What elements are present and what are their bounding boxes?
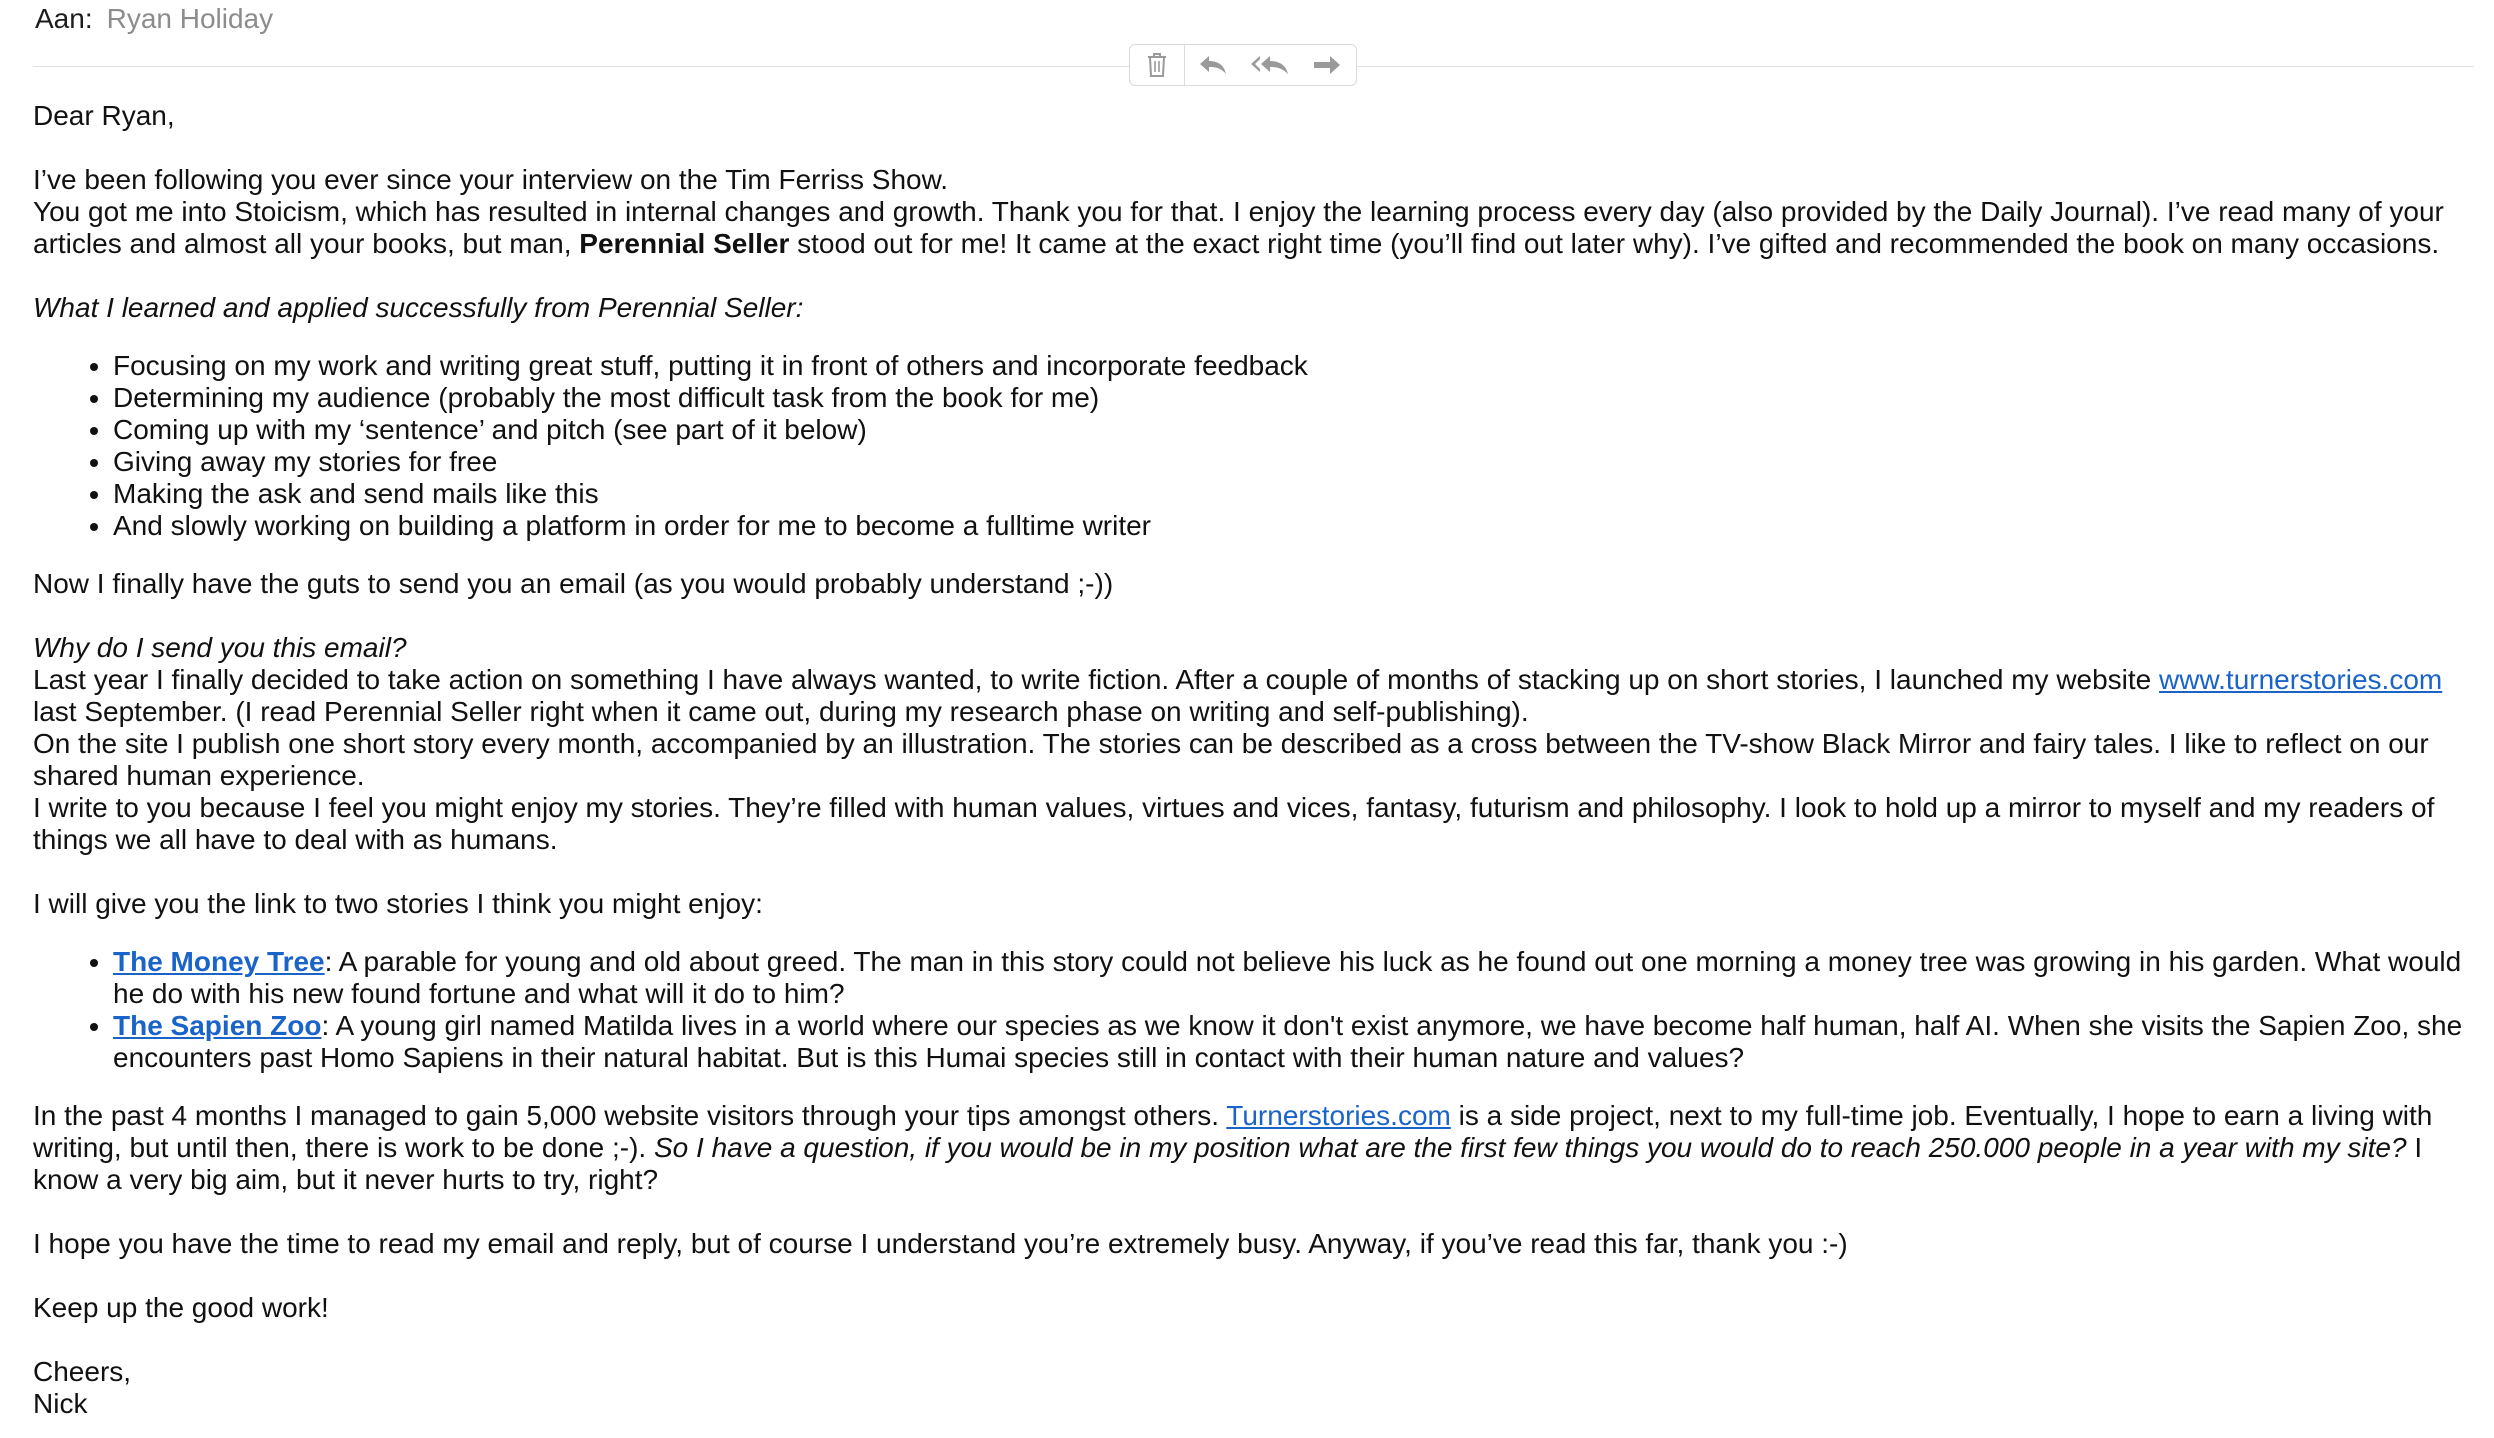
website-link[interactable]: www.turnerstories.com bbox=[2159, 664, 2443, 695]
hope-line: I hope you have the time to read my email and reply, but of course I understand you’re extremely busy. Anyway, if you’ve read this far, thank you :-) bbox=[33, 1228, 1848, 1259]
why-paragraph-3: I write to you because I feel you might enjoy my stories. They’re filled with human values, virtues and vices, fantasy, futurism and philosophy. I look to hold up a mirror to myself and my readers of things we all have to deal with as humans. bbox=[33, 792, 2435, 855]
list-item: • The Money Tree: A parable for young and old about greed. The man in this story could not believe his luck as he found out one morning a money tree was growing in his garden. What would he do with his new found fortune and what will it do to him? bbox=[113, 946, 2473, 1010]
list-item: • Giving away my stories for free bbox=[113, 446, 2473, 478]
delete-button[interactable] bbox=[1130, 45, 1185, 85]
book-title-bold: Perennial Seller bbox=[579, 228, 790, 259]
story-link-money-tree[interactable]: The Money Tree bbox=[113, 946, 325, 977]
list-item: • Making the ask and send mails like this bbox=[113, 478, 2473, 510]
recipient-name[interactable]: Ryan Holiday bbox=[106, 3, 274, 34]
forward-icon bbox=[1312, 54, 1342, 76]
recipient-row bbox=[35, 0, 273, 38]
intro-line-2: You got me into Stoicism, which has resulted in internal changes and growth. Thank you for that. I enjoy the learning process every day (also provided by the Daily Journal). I’ve read many of your articles and almost all your books, but man, Perennial Seller stood out for me! It came at the exact right time (you’ll find out later why). I’ve gifted and recommended the book on many occasions. bbox=[33, 196, 2444, 259]
learned-list bbox=[33, 350, 2473, 542]
reply-icon bbox=[1198, 54, 1228, 76]
signoff: Cheers, bbox=[33, 1356, 132, 1387]
learned-heading: What I learned and applied successfully from Perennial Seller: bbox=[33, 292, 804, 323]
reply-all-icon bbox=[1250, 54, 1290, 76]
intro-line-1: I’ve been following you ever since your interview on the Tim Ferriss Show. bbox=[33, 164, 949, 195]
forward-button[interactable] bbox=[1299, 45, 1355, 85]
trash-icon bbox=[1146, 52, 1168, 78]
why-paragraph-1: Last year I finally decided to take action on something I have always wanted, to write fiction. After a couple of months of stacking up on short stories, I launched my website www.turnerstories.com last September. (I read Perennial Seller right when it came out, during my research phase on writing and self-publishing). bbox=[33, 664, 2443, 727]
turnerstories-link[interactable]: Turnerstories.com bbox=[1226, 1100, 1451, 1131]
email-body bbox=[33, 100, 2473, 1420]
list-item: • Focusing on my work and writing great stuff, putting it in front of others and incorporate feedback bbox=[113, 350, 2473, 382]
list-item: • Coming up with my ‘sentence’ and pitch (see part of it below) bbox=[113, 414, 2473, 446]
past-paragraph: In the past 4 months I managed to gain 5,000 website visitors through your tips amongst others. Turnerstories.com is a side project, next to my full-time job. Eventually, I hope to earn a living with writing, but until then, there is work to be done ;-). So I have a question, if you would be in my position what are the first few things you would do to reach 250.000 people in a year with my site? I know a very big aim, but it never hurts to try, right? bbox=[33, 1100, 2433, 1195]
greeting: Dear Ryan, bbox=[33, 100, 175, 131]
stories-intro: I will give you the link to two stories I think you might enjoy: bbox=[33, 888, 763, 919]
signature: Nick bbox=[33, 1388, 88, 1419]
list-item: • The Sapien Zoo: A young girl named Matilda lives in a world where our species as we know it don't exist anymore, we have become half human, half AI. When she visits the Sapien Zoo, she encounters past Homo Sapiens in their natural habitat. But is this Humai species still in contact with their human nature and values? bbox=[113, 1010, 2473, 1074]
story-link-sapien-zoo[interactable]: The Sapien Zoo bbox=[113, 1010, 322, 1041]
to-label: Aan: bbox=[35, 3, 93, 34]
list-item: • Determining my audience (probably the most difficult task from the book for me) bbox=[113, 382, 2473, 414]
list-item: • And slowly working on building a platform in order for me to become a fulltime writer bbox=[113, 510, 2473, 542]
keep-line: Keep up the good work! bbox=[33, 1292, 329, 1323]
stories-list bbox=[33, 946, 2473, 1074]
why-heading: Why do I send you this email? bbox=[33, 632, 407, 663]
guts-line: Now I finally have the guts to send you an email (as you would probably understand ;-)) bbox=[33, 568, 1114, 599]
why-paragraph-2: On the site I publish one short story every month, accompanied by an illustration. The stories can be described as a cross between the TV-show Black Mirror and fairy tales. I like to reflect on our shared human experience. bbox=[33, 728, 2429, 791]
message-toolbar bbox=[1129, 44, 1357, 86]
reply-button[interactable] bbox=[1185, 45, 1241, 85]
reply-all-button[interactable] bbox=[1241, 45, 1299, 85]
